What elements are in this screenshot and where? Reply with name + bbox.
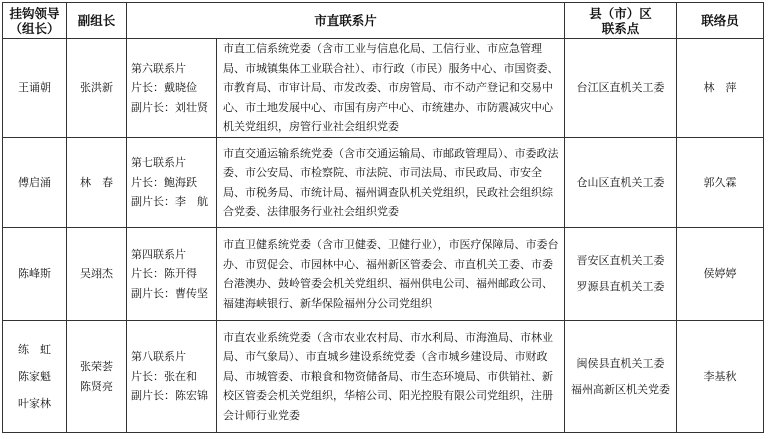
dept-cell: 市直工信系统党委（含市工业与信息化局、工信行业、市应急管理局、市城镇集体工业联合社）、市行政（市民）服务中心、市国资委、市教育局、市审计局、市发改委、市房管局、市不动产登记和交易中心、市土地发展中心、市国有房产中心、市统建办、市防震减灾中心机关党组织，房管行业社会组织党委 <box>217 39 565 138</box>
zone-cell: 第六联系片 片长：戴晓俭 副片长：刘壮贤 <box>127 39 217 138</box>
liaison-cell: 李基秋 <box>677 321 764 433</box>
liaison-table-container <box>2 2 763 432</box>
deputy-cell: 张洪新 <box>67 39 127 138</box>
header-liaison: 联络员 <box>677 3 764 39</box>
header-dept: 市直联系片 <box>127 3 565 39</box>
liaison-cell: 侯婷婷 <box>677 228 764 321</box>
liaison-cell: 郭久霖 <box>677 138 764 228</box>
table-row <box>3 228 764 321</box>
district-cell: 台江区直机关工委 <box>565 39 677 138</box>
header-row <box>3 3 764 39</box>
district-cell: 晋安区直机关工委 罗源县直机关工委 <box>565 228 677 321</box>
dept-cell: 市直卫健系统党委（含市卫健委、卫健行业），市医疗保障局、市委台办、市贸促会、市园林中心、福州新区管委会、市直机关工委、市委台港澳办、鼓岭管委会机关党组织、福州供电公司、福州邮政公司、福建海峡银行、新华保险福州分公司党组织 <box>217 228 565 321</box>
district-cell: 仓山区直机关工委 <box>565 138 677 228</box>
table-row <box>3 39 764 138</box>
table-row <box>3 321 764 433</box>
table-row <box>3 138 764 228</box>
deputy-cell: 林 春 <box>67 138 127 228</box>
liaison-table <box>2 2 764 433</box>
leader-cell: 王诵朝 <box>3 39 67 138</box>
header-leader: 挂钩领导 （组长） <box>3 3 67 39</box>
zone-cell: 第四联系片 片长：陈开得 副片长：曹传坚 <box>127 228 217 321</box>
leader-cell: 陈峰斯 <box>3 228 67 321</box>
liaison-cell: 林 萍 <box>677 39 764 138</box>
dept-cell: 市直交通运输系统党委（含市交通运输局、市邮政管理局）、市委政法委、市公安局、市检察院、市法院、市司法局、市民政局、市安全局、市税务局、市统计局、福州调查队机关党组织，民政社会组织综合党委、法律服务行业社会组织党委 <box>217 138 565 228</box>
header-deputy: 副组长 <box>67 3 127 39</box>
deputy-cell: 吴翊杰 <box>67 228 127 321</box>
leader-cell: 练 虹 陈家魁 叶家林 <box>3 321 67 433</box>
header-district: 县（市）区 联系点 <box>565 3 677 39</box>
zone-cell: 第八联系片 片长：张在和 副片长：陈宏锦 <box>127 321 217 433</box>
deputy-cell: 张荣荟 陈贤亮 <box>67 321 127 433</box>
zone-cell: 第七联系片 片长：鲍海跃 副片长：李 航 <box>127 138 217 228</box>
leader-cell: 傅启涌 <box>3 138 67 228</box>
district-cell: 闽侯县直机关工委 福州高新区机关党委 <box>565 321 677 433</box>
dept-cell: 市直农业系统党委（含市农业农村局、市水利局、市海渔局、市林业局、市气象局）、市直城乡建设系统党委（含市城乡建设局、市财政局、市城管委、市粮食和物资储备局、市生态环境局、市供销社、新校区管委会机关党组织，华榕公司、阳光控股有限公司党组织，注册会计师行业党委 <box>217 321 565 433</box>
